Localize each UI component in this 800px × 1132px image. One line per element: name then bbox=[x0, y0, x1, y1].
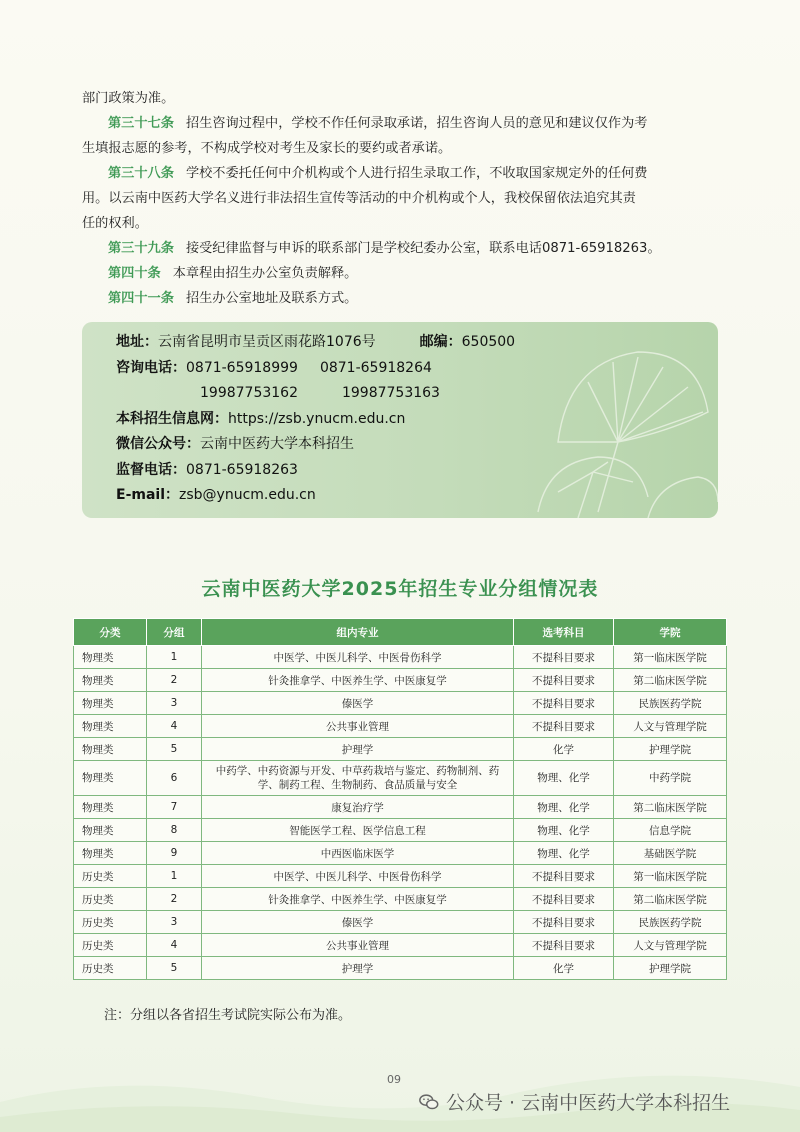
subjects-cell: 物理、化学 bbox=[514, 761, 614, 796]
address-row bbox=[116, 330, 515, 356]
table-row bbox=[74, 669, 727, 692]
clause-38-cont: 用。以云南中医药大学名义进行非法招生宣传等活动的中介机构或个人，我校保留依法追究其责 bbox=[82, 191, 636, 206]
subjects-cell: 物理、化学 bbox=[514, 796, 614, 819]
column-header: 学院 bbox=[614, 619, 727, 646]
majors-cell: 中医学、中医儿科学、中医骨伤科学 bbox=[202, 865, 514, 888]
majors-cell: 护理学 bbox=[202, 957, 514, 980]
college-cell: 人文与管理学院 bbox=[614, 934, 727, 957]
table-row bbox=[74, 911, 727, 934]
category-cell: 物理类 bbox=[74, 842, 147, 865]
table-row bbox=[74, 819, 727, 842]
college-cell: 护理学院 bbox=[614, 738, 727, 761]
supervise-row bbox=[116, 458, 515, 484]
college-cell: 民族医药学院 bbox=[614, 692, 727, 715]
wechat-value: 云南中医药大学本科招生 bbox=[200, 436, 354, 452]
postcode-label: 邮编： bbox=[419, 334, 462, 350]
table-body bbox=[74, 646, 727, 980]
category-cell: 物理类 bbox=[74, 761, 147, 796]
category-cell: 物理类 bbox=[74, 738, 147, 761]
clause-text: 学校不委托任何中介机构或个人进行招生录取工作，不收取国家规定外的任何费 bbox=[185, 166, 648, 181]
group-cell: 8 bbox=[147, 819, 202, 842]
majors-cell: 针灸推拿学、中医养生学、中医康复学 bbox=[202, 888, 514, 911]
college-cell: 信息学院 bbox=[614, 819, 727, 842]
contact-panel bbox=[82, 322, 718, 518]
college-cell: 护理学院 bbox=[614, 957, 727, 980]
table-row bbox=[74, 957, 727, 980]
subjects-cell: 不提科目要求 bbox=[514, 865, 614, 888]
college-cell: 第一临床医学院 bbox=[614, 865, 727, 888]
category-cell: 历史类 bbox=[74, 957, 147, 980]
subjects-cell: 不提科目要求 bbox=[514, 934, 614, 957]
college-cell: 第二临床医学院 bbox=[614, 669, 727, 692]
column-header: 分组 bbox=[147, 619, 202, 646]
college-cell: 民族医药学院 bbox=[614, 911, 727, 934]
majors-cell: 康复治疗学 bbox=[202, 796, 514, 819]
category-cell: 物理类 bbox=[74, 669, 147, 692]
majors-cell: 傣医学 bbox=[202, 911, 514, 934]
regulation-clauses bbox=[82, 86, 722, 311]
group-cell: 1 bbox=[147, 646, 202, 669]
website-row bbox=[116, 407, 515, 433]
wechat-label: 微信公众号： bbox=[116, 436, 200, 452]
email-label: E-mail： bbox=[116, 487, 180, 503]
table-row bbox=[74, 738, 727, 761]
majors-cell: 中医学、中医儿科学、中医骨伤科学 bbox=[202, 646, 514, 669]
address-value: 云南省昆明市呈贡区雨花路1076号 bbox=[158, 334, 376, 350]
subjects-cell: 不提科目要求 bbox=[514, 669, 614, 692]
column-header: 选考科目 bbox=[514, 619, 614, 646]
college-cell: 第一临床医学院 bbox=[614, 646, 727, 669]
table-row bbox=[74, 934, 727, 957]
group-cell: 7 bbox=[147, 796, 202, 819]
group-cell: 6 bbox=[147, 761, 202, 796]
phone-value[interactable]: 0871-65918264 bbox=[319, 359, 432, 376]
subjects-cell: 物理、化学 bbox=[514, 819, 614, 842]
majors-cell: 傣医学 bbox=[202, 692, 514, 715]
college-cell: 第二临床医学院 bbox=[614, 796, 727, 819]
phone-row-2 bbox=[116, 381, 515, 407]
category-cell: 历史类 bbox=[74, 865, 147, 888]
clause-number: 第三十九条 bbox=[108, 241, 174, 256]
intro-tail: 部门政策为准。 bbox=[82, 91, 175, 106]
ginkgo-leaf-icon bbox=[498, 322, 718, 518]
table-row bbox=[74, 865, 727, 888]
table-title: 云南中医药大学2025年招生专业分组情况表 bbox=[201, 578, 599, 600]
supervise-value[interactable]: 0871-65918263 bbox=[186, 461, 298, 478]
majors-cell: 中西医临床医学 bbox=[202, 842, 514, 865]
college-cell: 基础医学院 bbox=[614, 842, 727, 865]
subjects-cell: 不提科目要求 bbox=[514, 692, 614, 715]
table-note: 注：分组以各省招生考试院实际公布为准。 bbox=[104, 1008, 352, 1023]
hill-decoration bbox=[0, 1042, 800, 1132]
group-cell: 5 bbox=[147, 957, 202, 980]
clause-number: 第三十八条 bbox=[108, 166, 174, 181]
college-cell: 第二临床医学院 bbox=[614, 888, 727, 911]
group-cell: 1 bbox=[147, 865, 202, 888]
subjects-cell: 不提科目要求 bbox=[514, 888, 614, 911]
college-cell: 中药学院 bbox=[614, 761, 727, 796]
wechat-watermark bbox=[418, 1088, 730, 1115]
subjects-cell: 化学 bbox=[514, 738, 614, 761]
watermark-text: 公众号 · 云南中医药大学本科招生 bbox=[446, 1092, 731, 1114]
majors-cell: 公共事业管理 bbox=[202, 715, 514, 738]
website-link[interactable]: https://zsb.ynucm.edu.cn bbox=[228, 410, 406, 427]
subjects-cell: 物理、化学 bbox=[514, 842, 614, 865]
phone-label: 咨询电话： bbox=[116, 359, 186, 376]
clause-40 bbox=[82, 261, 722, 286]
phone-value[interactable]: 0871-65918999 bbox=[186, 359, 298, 376]
phone-row bbox=[116, 356, 515, 382]
group-cell: 3 bbox=[147, 911, 202, 934]
page-number: 09 bbox=[387, 1073, 401, 1086]
clause-39 bbox=[82, 236, 722, 261]
clause-text: 接受纪律监督与申诉的联系部门是学校纪委办公室，联系电话0871-65918263。 bbox=[185, 241, 661, 256]
contact-lines bbox=[116, 330, 515, 509]
subjects-cell: 不提科目要求 bbox=[514, 911, 614, 934]
table-row bbox=[74, 796, 727, 819]
majors-cell: 公共事业管理 bbox=[202, 934, 514, 957]
clause-41 bbox=[82, 286, 722, 311]
category-cell: 物理类 bbox=[74, 819, 147, 842]
clause-37 bbox=[82, 111, 722, 136]
group-cell: 4 bbox=[147, 934, 202, 957]
category-cell: 物理类 bbox=[74, 692, 147, 715]
clause-37-cont: 生填报志愿的参考，不构成学校对考生及家长的要约或者承诺。 bbox=[82, 141, 452, 156]
postcode-value: 650500 bbox=[461, 334, 516, 350]
clause-number: 第四十条 bbox=[108, 266, 161, 281]
group-cell: 2 bbox=[147, 888, 202, 911]
table-row bbox=[74, 646, 727, 669]
college-cell: 人文与管理学院 bbox=[614, 715, 727, 738]
majors-cell: 针灸推拿学、中医养生学、中医康复学 bbox=[202, 669, 514, 692]
group-cell: 2 bbox=[147, 669, 202, 692]
supervise-label: 监督电话： bbox=[116, 461, 186, 478]
wechat-icon bbox=[418, 1091, 440, 1113]
subjects-cell: 不提科目要求 bbox=[514, 715, 614, 738]
phone-value[interactable]: 19987753162 bbox=[200, 385, 298, 401]
table-row bbox=[74, 715, 727, 738]
clause-38-cont2: 任的权利。 bbox=[82, 216, 148, 231]
category-cell: 物理类 bbox=[74, 796, 147, 819]
group-cell: 9 bbox=[147, 842, 202, 865]
clause-number: 第三十七条 bbox=[108, 116, 174, 131]
category-cell: 历史类 bbox=[74, 888, 147, 911]
group-cell: 3 bbox=[147, 692, 202, 715]
email-link[interactable]: zsb@ynucm.edu.cn bbox=[179, 487, 316, 503]
table-row bbox=[74, 692, 727, 715]
phone-value[interactable]: 19987753163 bbox=[341, 385, 440, 401]
table-header-row bbox=[74, 619, 727, 646]
subjects-cell: 化学 bbox=[514, 957, 614, 980]
majors-cell: 中药学、中药资源与开发、中草药栽培与鉴定、药物制剂、药学、制药工程、生物制药、食品质量与安全 bbox=[202, 761, 514, 796]
group-cell: 5 bbox=[147, 738, 202, 761]
column-header: 分类 bbox=[74, 619, 147, 646]
category-cell: 历史类 bbox=[74, 934, 147, 957]
website-label: 本科招生信息网： bbox=[116, 410, 228, 427]
address-label: 地址： bbox=[116, 334, 158, 350]
table-row bbox=[74, 842, 727, 865]
wechat-row bbox=[116, 432, 515, 458]
major-groups-table bbox=[73, 618, 727, 980]
email-row bbox=[116, 483, 515, 509]
clause-text: 招生办公室地址及联系方式。 bbox=[185, 291, 358, 306]
subjects-cell: 不提科目要求 bbox=[514, 646, 614, 669]
clause-text: 本章程由招生办公室负责解释。 bbox=[172, 266, 358, 281]
group-cell: 4 bbox=[147, 715, 202, 738]
category-cell: 物理类 bbox=[74, 646, 147, 669]
column-header: 组内专业 bbox=[202, 619, 514, 646]
category-cell: 物理类 bbox=[74, 715, 147, 738]
majors-cell: 护理学 bbox=[202, 738, 514, 761]
clause-38 bbox=[82, 161, 722, 186]
clause-number: 第四十一条 bbox=[108, 291, 174, 306]
category-cell: 历史类 bbox=[74, 911, 147, 934]
table-row bbox=[74, 761, 727, 796]
table-row bbox=[74, 888, 727, 911]
majors-cell: 智能医学工程、医学信息工程 bbox=[202, 819, 514, 842]
clause-text: 招生咨询过程中，学校不作任何录取承诺，招生咨询人员的意见和建议仅作为考 bbox=[185, 116, 648, 131]
